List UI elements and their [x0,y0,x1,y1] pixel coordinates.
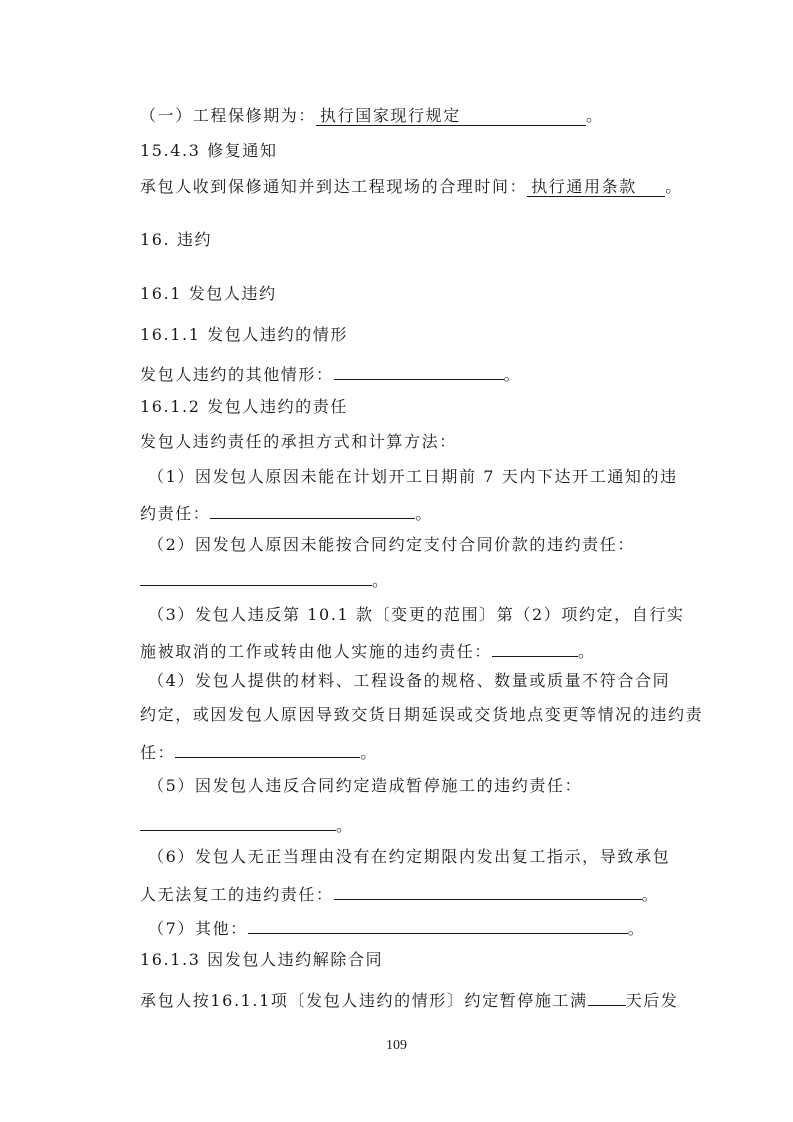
punctuation: 。 [360,743,378,762]
repair-time-field[interactable]: 执行通用条款 [527,178,665,197]
other-breach-line [140,361,521,385]
punctuation: 。 [641,885,660,904]
item-5-field[interactable] [140,812,336,831]
item-6-text: （6）发包人无正当理由没有在约定期限内发出复工指示，导致承包 [148,847,671,866]
section-heading-15-4-3: 15.4.3 修复通知 [140,141,278,160]
item-2-blank-line [140,567,390,591]
punctuation: 。 [503,365,522,384]
punctuation: 。 [336,816,354,835]
other-breach-label: 发包人违约的其他情形： [140,365,334,384]
item-3-field[interactable] [492,638,578,657]
item-5-blank-line [140,812,354,836]
punctuation: 。 [372,571,390,590]
item-1-text: （1）因发包人原因未能在计划开工日期前 7 天内下达开工通知的违 [148,467,678,486]
warranty-period-field[interactable]: 执行国家现行规定 [316,107,586,126]
item-4-end-line [140,739,378,763]
punctuation: 。 [627,919,646,938]
suspension-days-field[interactable] [588,987,626,1006]
item-3-continuation [140,638,596,662]
punctuation: 。 [415,504,434,523]
item-4-text: （4）发包人提供的材料、工程设备的规格、数量或质量不符合合同 [148,671,671,690]
item-7-field[interactable] [248,915,628,934]
punctuation: 。 [665,177,683,196]
punctuation: 。 [578,642,596,661]
item-4-field[interactable] [175,739,360,758]
item-2-field[interactable] [140,567,372,586]
termination-label-end: 天后发 [625,991,679,1010]
termination-label: 承包人按16.1.1项〔发包人违约的情形〕约定暂停施工满 [140,991,588,1010]
termination-line [140,987,679,1011]
punctuation: 。 [586,106,604,125]
page-number: 109 [386,1038,407,1053]
item-7-line [148,915,645,939]
section-heading-16: 16. 违约 [140,230,213,249]
repair-time-line [140,177,683,197]
warranty-period-label: （一）工程保修期为： [140,106,317,125]
section-heading-16-1-3: 16.1.3 因发包人违约解除合同 [140,950,384,969]
item-3-label: 施被取消的工作或转由他人实施的违约责任： [140,642,493,661]
item-2-text: （2）因发包人原因未能按合同约定支付合同价款的违约责任： [148,535,635,554]
item-6-label: 人无法复工的违约责任： [140,885,334,904]
other-breach-field[interactable] [334,361,504,380]
item-1-label: 约责任： [140,504,211,523]
item-4-continuation: 约定，或因发包人原因导致交货日期延误或交货地点变更等情况的违约责 [140,705,704,724]
repair-time-label: 承包人收到保修通知并到达工程现场的合理时间： [140,177,528,196]
item-3-text: （3）发包人违反第 10.1 款〔变更的范围〕第（2）项约定，自行实 [148,605,685,624]
item-1-field[interactable] [210,500,415,519]
item-4-label: 任： [140,743,176,762]
section-heading-16-1-2: 16.1.2 发包人违约的责任 [140,397,348,416]
item-7-label: （7）其他： [148,919,248,938]
section-heading-16-1-1: 16.1.1 发包人违约的情形 [140,325,348,344]
section-heading-16-1: 16.1 发包人违约 [140,284,277,303]
liability-method-text: 发包人违约责任的承担方式和计算方法： [140,432,457,451]
item-1-continuation [140,500,433,524]
item-6-field[interactable] [334,881,642,900]
item-5-text: （5）因发包人违反合同约定造成暂停施工的违约责任： [148,776,583,795]
item-6-continuation [140,881,659,905]
warranty-period-line [140,106,604,126]
